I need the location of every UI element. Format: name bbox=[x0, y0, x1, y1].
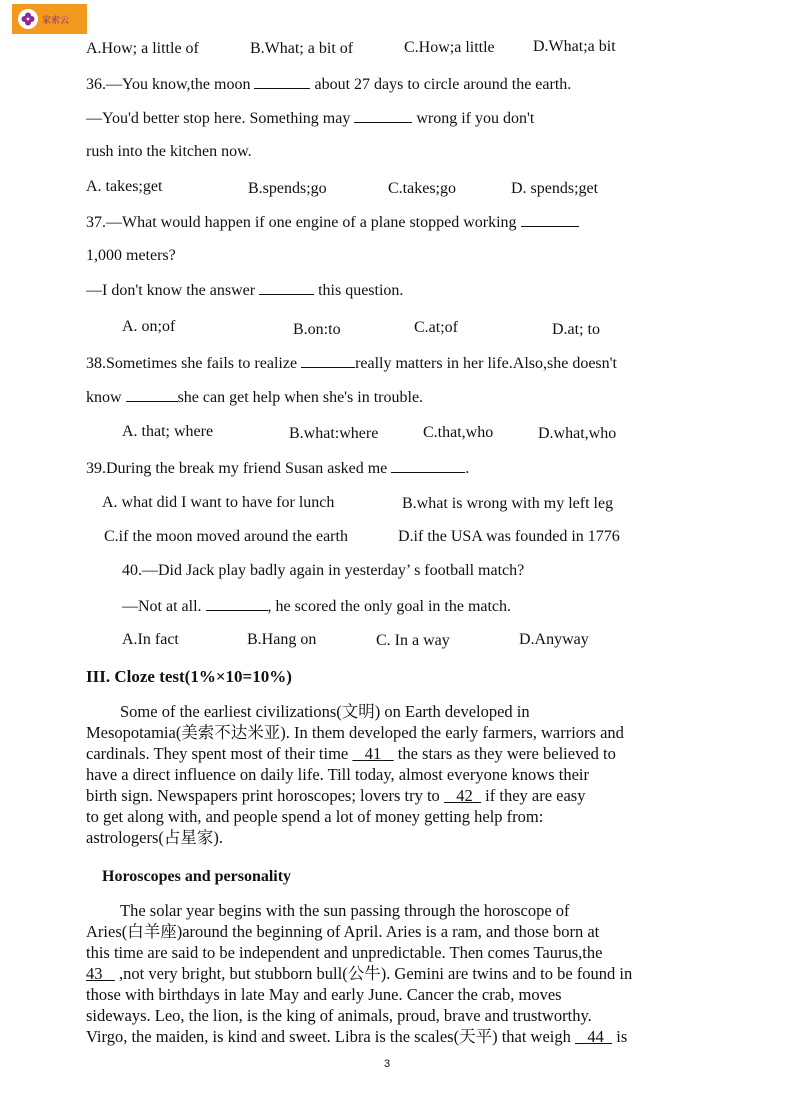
brand-logo bbox=[12, 4, 87, 34]
q37-line-3 bbox=[86, 280, 403, 301]
q35-option-a: A.How; a little of bbox=[86, 40, 199, 57]
cloze-paragraph-1 bbox=[86, 701, 690, 848]
q40-option-b: B.Hang on bbox=[247, 631, 317, 648]
q36-reply-b: wrong if you don't bbox=[416, 110, 535, 127]
q38-option-d: D.what,who bbox=[538, 425, 617, 442]
q35-option-b: B.What; a bit of bbox=[250, 40, 354, 57]
q37-option-b: B.on:to bbox=[293, 321, 341, 338]
cloze-p2-line-3: this time are said to be independent and unpredictable. Then comes Taurus,the bbox=[86, 943, 603, 962]
cloze-p1-line-3: cardinals. They spent most of their time 41 the stars as they were believed to bbox=[86, 744, 616, 763]
cloze-p2-line-1: The solar year begins with the sun passing through the horoscope of bbox=[120, 901, 570, 920]
q36-line-3: rush into the kitchen now. bbox=[86, 143, 252, 160]
q39-stem: 39.During the break my friend Susan asked me bbox=[86, 460, 388, 477]
q38-line-2 bbox=[86, 387, 423, 408]
q38-stem-b: really matters in her life.Also,she doesn't bbox=[355, 355, 617, 372]
section-heading: III. Cloze test(1%×10=10%) bbox=[86, 667, 292, 686]
q36-stem-a: 36.—You know,the moon bbox=[86, 76, 251, 93]
q36-reply-a: —You'd better stop here. Something may bbox=[86, 110, 351, 127]
answer-blank bbox=[259, 280, 314, 295]
brand-name: 家索云 bbox=[42, 15, 70, 26]
cloze-p1-line-7: astrologers(占星家). bbox=[86, 828, 224, 847]
cloze-p2-line-2: Aries(白羊座)around the beginning of April. Aries is a ram, and those born at bbox=[86, 922, 600, 941]
q37-option-c: C.at;of bbox=[414, 319, 458, 336]
q35-option-d: D.What;a bit bbox=[533, 38, 616, 55]
answer-blank bbox=[254, 74, 310, 89]
q40-line-2 bbox=[122, 596, 511, 617]
q40-line-1: 40.—Did Jack play badly again in yesterday’ s football match? bbox=[122, 562, 525, 579]
q37-line-2: 1,000 meters? bbox=[86, 247, 176, 264]
cloze-p2-line-6: sideways. Leo, the lion, is the king of animals, proud, brave and trustworthy. bbox=[86, 1006, 592, 1025]
q36-line-2 bbox=[86, 108, 534, 129]
q36-stem-b: about 27 days to circle around the earth. bbox=[314, 76, 572, 93]
clover-icon bbox=[18, 9, 38, 29]
q37-reply-b: this question. bbox=[318, 282, 404, 299]
q38-option-c: C.that,who bbox=[423, 424, 494, 441]
q38-line-1 bbox=[86, 353, 617, 374]
q37-line-1 bbox=[86, 212, 579, 233]
answer-blank bbox=[206, 596, 268, 611]
answer-blank bbox=[354, 108, 412, 123]
q38-option-b: B.what:where bbox=[289, 425, 379, 442]
cloze-paragraph-2 bbox=[86, 900, 690, 1047]
q38-stem-a: 38.Sometimes she fails to realize bbox=[86, 355, 298, 372]
q39-line-1: 39.During the break my friend Susan asked me . bbox=[86, 460, 470, 477]
q35-option-c: C.How;a little bbox=[404, 39, 495, 56]
cloze-p1-line-6: to get along with, and people spend a lot of money getting help from: bbox=[86, 807, 544, 826]
q36-option-b: B.spends;go bbox=[248, 180, 327, 197]
q36-option-d: D. spends;get bbox=[511, 180, 599, 197]
cloze-p1-line-2: Mesopotamia(美索不达米亚). In them developed the early farmers, warriors and bbox=[86, 723, 624, 742]
q38-stem-d: she can get help when she's in trouble. bbox=[177, 389, 424, 406]
q37-reply-a: —I don't know the answer bbox=[86, 282, 256, 299]
q40-option-d: D.Anyway bbox=[519, 631, 589, 648]
cloze-p2-line-4: 43 ,not very bright, but stubborn bull(公牛). Gemini are twins and to be found in bbox=[86, 964, 633, 983]
blank-41: 41 bbox=[364, 744, 382, 763]
cloze-p2-line-5: those with birthdays in late May and early June. Cancer the crab, moves bbox=[86, 985, 562, 1004]
q39-option-c: C.if the moon moved around the earth bbox=[104, 528, 348, 545]
q39-option-d: D.if the USA was founded in 1776 bbox=[398, 528, 620, 545]
cloze-p1-line-1: Some of the earliest civilizations(文明) on Earth developed in bbox=[120, 702, 530, 721]
q38-stem-c: know bbox=[86, 389, 122, 406]
q40-option-a: A.In fact bbox=[122, 631, 179, 648]
answer-blank bbox=[126, 387, 178, 402]
cloze-p2-line-7: Virgo, the maiden, is kind and sweet. Libra is the scales(天平) that weigh 44 is bbox=[86, 1027, 628, 1046]
subheading: Horoscopes and personality bbox=[102, 868, 292, 885]
q40-reply-b: , he scored the only goal in the match. bbox=[267, 598, 512, 615]
answer-blank bbox=[301, 353, 355, 368]
q40-reply-a: —Not at all. bbox=[122, 598, 202, 615]
q37-option-a: A. on;of bbox=[122, 318, 176, 335]
blank-43: 43 bbox=[86, 964, 103, 983]
q39-option-b: B.what is wrong with my left leg bbox=[402, 495, 614, 512]
answer-blank bbox=[391, 458, 465, 473]
q36-option-c: C.takes;go bbox=[388, 180, 456, 197]
q37-option-d: D.at; to bbox=[552, 321, 600, 338]
page-number: 3 bbox=[384, 1058, 391, 1070]
blank-42: 42 bbox=[456, 786, 473, 805]
q40-option-c: C. In a way bbox=[376, 632, 450, 649]
blank-44: 44 bbox=[587, 1027, 604, 1046]
q36-option-a: A. takes;get bbox=[86, 178, 163, 195]
q37-stem: 37.—What would happen if one engine of a plane stopped working bbox=[86, 214, 517, 231]
q38-option-a: A. that; where bbox=[122, 423, 214, 440]
q39-option-a: A. what did I want to have for lunch bbox=[102, 494, 335, 511]
cloze-p1-line-5: birth sign. Newspapers print horoscopes; lovers try to 42 if they are easy bbox=[86, 786, 586, 805]
cloze-p1-line-4: have a direct influence on daily life. Till today, almost everyone knows their bbox=[86, 765, 589, 784]
answer-blank bbox=[521, 212, 579, 227]
q36-line-1 bbox=[86, 74, 571, 95]
